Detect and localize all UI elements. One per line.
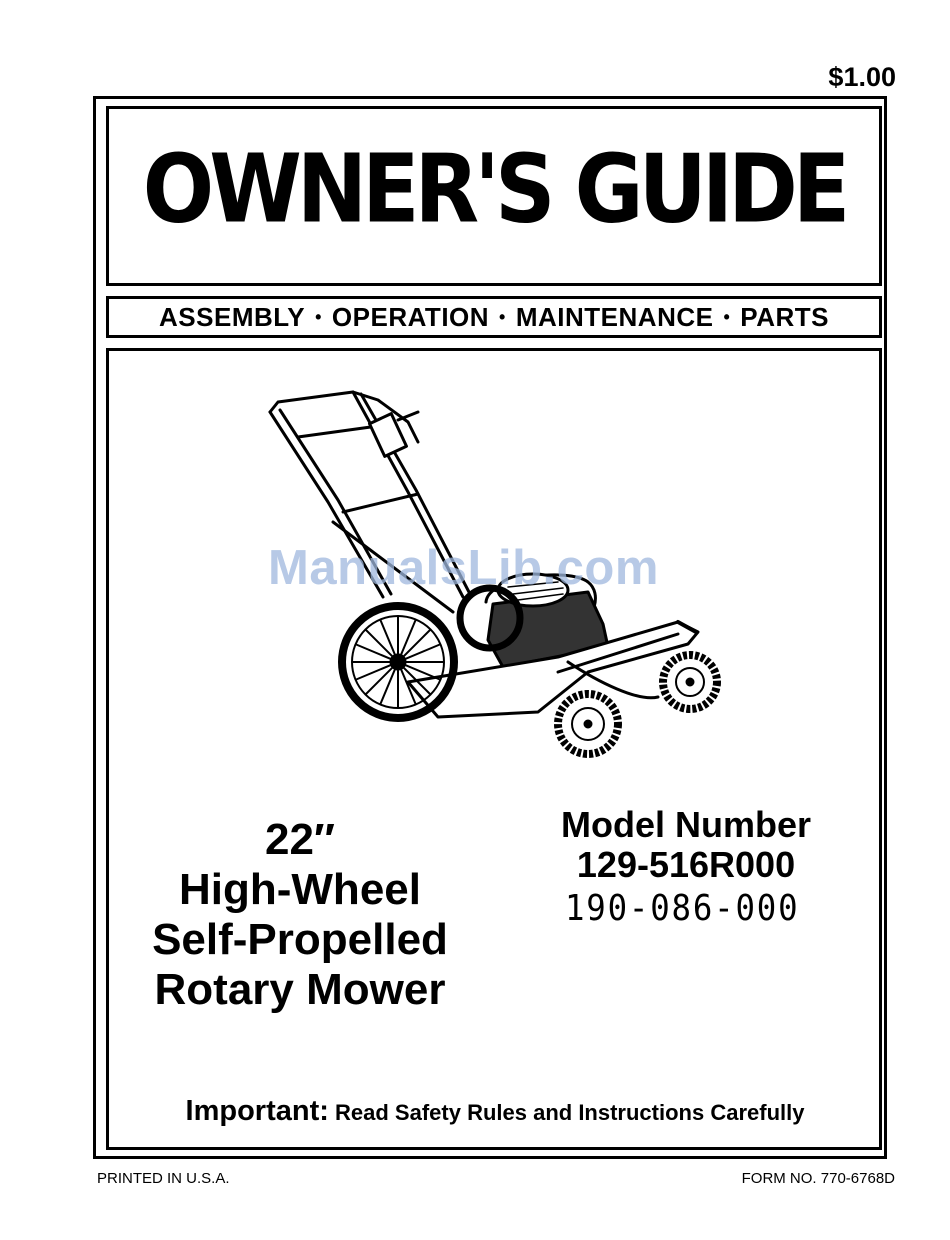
model-number: 129-516R000 — [576, 844, 796, 885]
sections-bar — [106, 296, 882, 338]
page-title: OWNER'S GUIDE — [142, 134, 846, 244]
important-text: Read Safety Rules and Instructions Carefully — [335, 1100, 805, 1125]
section-operation: OPERATION — [331, 301, 490, 332]
handwritten-number: 190-086-000 — [565, 888, 800, 929]
watermark-text: ManualsLib.com — [268, 541, 659, 595]
important-lead: Important: — [185, 1095, 329, 1127]
model-label: Model Number — [560, 804, 811, 845]
bullet-separator: • — [499, 306, 506, 327]
printed-in-label: PRINTED IN U.S.A. — [97, 1170, 230, 1187]
bullet-separator: • — [315, 306, 322, 327]
form-number-label: FORM NO. 770-6768D — [741, 1170, 895, 1187]
section-maintenance: MAINTENANCE — [515, 301, 714, 332]
product-line-4: Rotary Mower — [154, 965, 446, 1014]
product-description — [130, 815, 470, 1015]
product-line-2: High-Wheel — [179, 865, 421, 914]
product-line-3: Self-Propelled — [152, 915, 448, 964]
section-assembly: ASSEMBLY — [159, 301, 306, 332]
section-parts: PARTS — [740, 301, 829, 332]
model-block — [540, 805, 832, 885]
bullet-separator: • — [723, 306, 731, 327]
product-size: 22″ — [264, 815, 336, 864]
title-box — [106, 106, 882, 286]
important-notice — [110, 1095, 880, 1128]
price-label: $1.00 — [828, 62, 896, 92]
